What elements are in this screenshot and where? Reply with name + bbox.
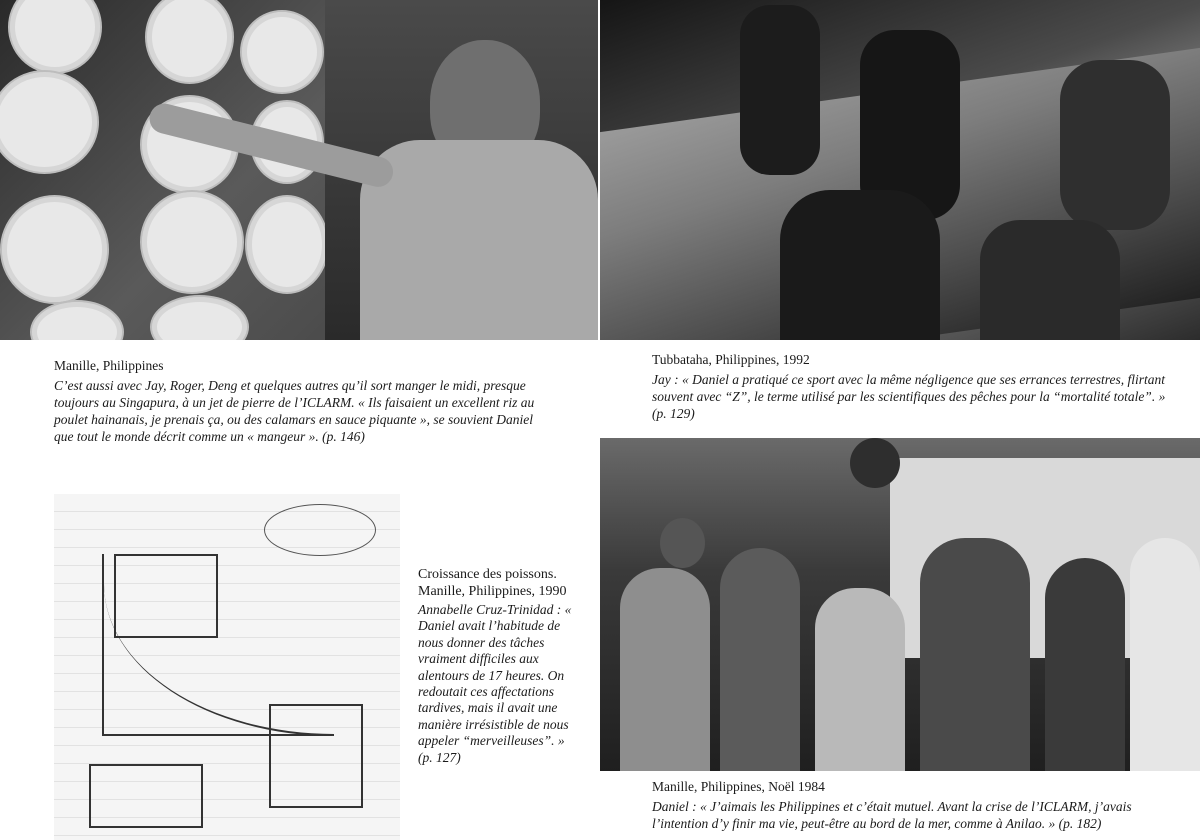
photo-growth-sketch [54, 494, 400, 840]
caption-tubbataha-place: Tubbataha, Philippines, 1992 [652, 352, 810, 367]
caption-tubbataha [652, 351, 1172, 422]
photo-plates-wall [0, 0, 598, 340]
caption-noel-place: Manille, Philippines, Noël 1984 [652, 779, 825, 794]
caption-manille [54, 357, 544, 445]
photo-christmas-party [600, 438, 1200, 771]
caption-croissance-text: Annabelle Cruz-Trinidad : « Daniel avait l’habitude de nous donner des tâches vraiment difficiles aux alentours de 17 heures. On redoutait ces affectations tardives, mais il avait une manière irrésistible de nous appeler “merveilleuses”. » (p. 127) [418, 602, 572, 765]
caption-manille-place: Manille, Philippines [54, 358, 164, 373]
caption-noel [652, 778, 1172, 832]
caption-tubbataha-text: Jay : « Daniel a pratiqué ce sport avec la même négligence que ses errances terrestres, flirtant souvent avec “Z”, le terme utilisé par les scientifiques des pêches pour la “mortalité totale”. » (p. 129) [652, 372, 1166, 421]
caption-manille-text: C’est aussi avec Jay, Roger, Deng et quelques autres qu’il sort manger le midi, presque toujours au Singapura, à un jet de pierre de l’ICLARM. « Ils faisaient un excellent riz au poulet hainanais, je prenais ça, ou des calamars en sauce piquante », se souvient Daniel que tout le monde décrit comme un « mangeur ». (p. 146) [54, 378, 535, 444]
caption-noel-text: Daniel : « J’aimais les Philippines et c’était mutuel. Avant la crise de l’ICLARM, j’avais l’intention d’y finir ma vie, peut-être au bord de la mer, comme à Anilao. » (p. 182) [652, 799, 1132, 831]
photo-boat-divers [600, 0, 1200, 340]
caption-croissance-place: Croissance des poissons. Manille, Philippines, 1990 [418, 567, 567, 599]
caption-croissance [418, 566, 578, 766]
